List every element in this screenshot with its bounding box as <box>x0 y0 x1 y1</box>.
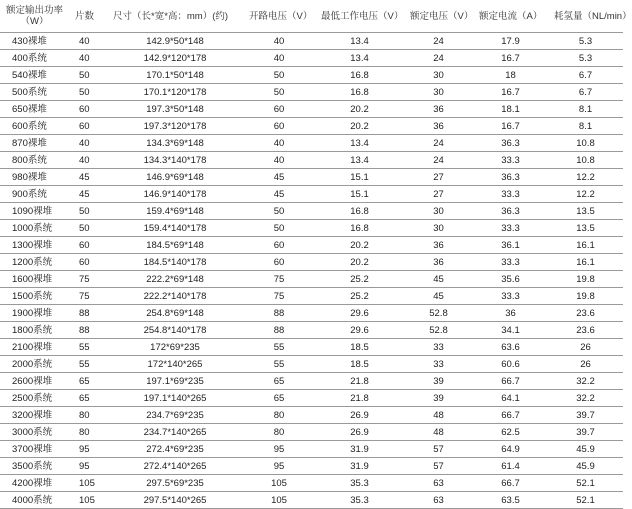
cell-rated-current: 62.5 <box>473 424 548 441</box>
cell-rated-power: 1800系统 <box>0 322 69 339</box>
cell-min-working-voltage: 20.2 <box>315 101 404 118</box>
table-row <box>0 237 623 254</box>
cell-hydrogen-consumption: 23.6 <box>548 305 623 322</box>
cell-min-working-voltage: 20.2 <box>315 118 404 135</box>
cell-cell-count: 50 <box>69 203 107 220</box>
cell-rated-power: 3500系统 <box>0 458 69 475</box>
cell-open-circuit-voltage: 88 <box>243 322 315 339</box>
cell-hydrogen-consumption: 52.1 <box>548 475 623 492</box>
cell-rated-current: 16.7 <box>473 50 548 67</box>
cell-cell-count: 55 <box>69 356 107 373</box>
table-row <box>0 475 623 492</box>
cell-size: 222.2*140*178 <box>107 288 243 305</box>
cell-open-circuit-voltage: 95 <box>243 458 315 475</box>
cell-rated-current: 60.6 <box>473 356 548 373</box>
cell-rated-current: 18 <box>473 67 548 84</box>
table-row <box>0 271 623 288</box>
cell-hydrogen-consumption: 32.2 <box>548 373 623 390</box>
cell-rated-power: 980裸堆 <box>0 169 69 186</box>
cell-cell-count: 105 <box>69 492 107 509</box>
table-row <box>0 441 623 458</box>
cell-size: 146.9*69*148 <box>107 169 243 186</box>
cell-cell-count: 50 <box>69 220 107 237</box>
cell-size: 272.4*140*265 <box>107 458 243 475</box>
cell-open-circuit-voltage: 60 <box>243 118 315 135</box>
cell-size: 197.1*69*235 <box>107 373 243 390</box>
cell-rated-voltage: 52.8 <box>404 322 473 339</box>
cell-size: 197.3*50*148 <box>107 101 243 118</box>
cell-open-circuit-voltage: 60 <box>243 254 315 271</box>
cell-hydrogen-consumption: 8.1 <box>548 118 623 135</box>
cell-rated-current: 36.1 <box>473 237 548 254</box>
cell-min-working-voltage: 13.4 <box>315 50 404 67</box>
cell-open-circuit-voltage: 105 <box>243 475 315 492</box>
cell-size: 134.3*140*178 <box>107 152 243 169</box>
cell-size: 234.7*140*265 <box>107 424 243 441</box>
cell-min-working-voltage: 25.2 <box>315 271 404 288</box>
cell-open-circuit-voltage: 45 <box>243 186 315 203</box>
cell-rated-current: 36.3 <box>473 135 548 152</box>
cell-rated-voltage: 24 <box>404 33 473 50</box>
cell-rated-voltage: 48 <box>404 424 473 441</box>
cell-min-working-voltage: 16.8 <box>315 203 404 220</box>
cell-hydrogen-consumption: 5.3 <box>548 50 623 67</box>
cell-rated-current: 66.7 <box>473 407 548 424</box>
cell-hydrogen-consumption: 26 <box>548 339 623 356</box>
cell-size: 170.1*120*178 <box>107 84 243 101</box>
cell-open-circuit-voltage: 45 <box>243 169 315 186</box>
header-rated-power-line2: （W） <box>20 16 49 27</box>
cell-size: 197.3*120*178 <box>107 118 243 135</box>
cell-hydrogen-consumption: 13.5 <box>548 220 623 237</box>
cell-open-circuit-voltage: 95 <box>243 441 315 458</box>
cell-size: 197.1*140*265 <box>107 390 243 407</box>
cell-rated-current: 63.5 <box>473 492 548 509</box>
cell-open-circuit-voltage: 50 <box>243 67 315 84</box>
cell-cell-count: 88 <box>69 305 107 322</box>
cell-cell-count: 75 <box>69 271 107 288</box>
cell-size: 272.4*69*235 <box>107 441 243 458</box>
cell-hydrogen-consumption: 8.1 <box>548 101 623 118</box>
table-body <box>0 33 623 509</box>
header-rated-current: 额定电流（A） <box>473 0 548 33</box>
cell-rated-voltage: 63 <box>404 492 473 509</box>
cell-rated-power: 1000系统 <box>0 220 69 237</box>
cell-open-circuit-voltage: 88 <box>243 305 315 322</box>
table-header <box>0 0 632 33</box>
cell-min-working-voltage: 21.8 <box>315 390 404 407</box>
cell-cell-count: 40 <box>69 50 107 67</box>
cell-cell-count: 95 <box>69 441 107 458</box>
cell-min-working-voltage: 16.8 <box>315 67 404 84</box>
cell-open-circuit-voltage: 60 <box>243 101 315 118</box>
cell-open-circuit-voltage: 40 <box>243 135 315 152</box>
table-row <box>0 390 623 407</box>
cell-hydrogen-consumption: 52.1 <box>548 492 623 509</box>
cell-hydrogen-consumption: 19.8 <box>548 271 623 288</box>
cell-hydrogen-consumption: 45.9 <box>548 441 623 458</box>
cell-size: 297.5*140*265 <box>107 492 243 509</box>
table-row <box>0 373 623 390</box>
table-row <box>0 356 623 373</box>
cell-rated-voltage: 63 <box>404 475 473 492</box>
table-row <box>0 67 623 84</box>
cell-size: 184.5*140*178 <box>107 254 243 271</box>
cell-rated-power: 2500系统 <box>0 390 69 407</box>
cell-rated-power: 1600裸堆 <box>0 271 69 288</box>
cell-rated-power: 600系统 <box>0 118 69 135</box>
cell-rated-voltage: 36 <box>404 237 473 254</box>
cell-cell-count: 88 <box>69 322 107 339</box>
cell-rated-current: 18.1 <box>473 101 548 118</box>
header-open-circuit-voltage: 开路电压（V） <box>243 0 315 33</box>
cell-open-circuit-voltage: 55 <box>243 339 315 356</box>
cell-rated-voltage: 48 <box>404 407 473 424</box>
cell-rated-current: 35.6 <box>473 271 548 288</box>
cell-rated-current: 16.7 <box>473 84 548 101</box>
cell-hydrogen-consumption: 16.1 <box>548 254 623 271</box>
cell-rated-voltage: 24 <box>404 135 473 152</box>
cell-rated-power: 1200系统 <box>0 254 69 271</box>
cell-min-working-voltage: 13.4 <box>315 152 404 169</box>
cell-size: 146.9*140*178 <box>107 186 243 203</box>
cell-rated-power: 3200裸堆 <box>0 407 69 424</box>
cell-hydrogen-consumption: 10.8 <box>548 152 623 169</box>
cell-open-circuit-voltage: 80 <box>243 407 315 424</box>
cell-open-circuit-voltage: 75 <box>243 271 315 288</box>
table-row <box>0 288 623 305</box>
cell-rated-current: 64.1 <box>473 390 548 407</box>
cell-cell-count: 80 <box>69 407 107 424</box>
table-row <box>0 305 623 322</box>
cell-min-working-voltage: 35.3 <box>315 492 404 509</box>
cell-open-circuit-voltage: 50 <box>243 203 315 220</box>
header-rated-voltage: 额定电压（V） <box>404 0 473 33</box>
cell-rated-power: 870裸堆 <box>0 135 69 152</box>
cell-min-working-voltage: 20.2 <box>315 254 404 271</box>
cell-min-working-voltage: 21.8 <box>315 373 404 390</box>
cell-hydrogen-consumption: 16.1 <box>548 237 623 254</box>
cell-hydrogen-consumption: 32.2 <box>548 390 623 407</box>
cell-size: 172*140*265 <box>107 356 243 373</box>
table-row <box>0 118 623 135</box>
cell-size: 254.8*69*148 <box>107 305 243 322</box>
cell-rated-voltage: 57 <box>404 458 473 475</box>
cell-cell-count: 45 <box>69 186 107 203</box>
cell-rated-current: 36.3 <box>473 169 548 186</box>
table-row <box>0 220 623 237</box>
cell-cell-count: 75 <box>69 288 107 305</box>
cell-rated-power: 3000系统 <box>0 424 69 441</box>
cell-hydrogen-consumption: 39.7 <box>548 424 623 441</box>
header-hydrogen-consumption: 耗氢量（NL/min） <box>548 0 623 33</box>
table-row <box>0 458 623 475</box>
table-row <box>0 424 623 441</box>
cell-rated-power: 1500系统 <box>0 288 69 305</box>
table-row <box>0 101 623 118</box>
cell-cell-count: 60 <box>69 237 107 254</box>
header-cells: 片数 <box>69 0 107 33</box>
cell-size: 172*69*235 <box>107 339 243 356</box>
cell-open-circuit-voltage: 50 <box>243 84 315 101</box>
cell-open-circuit-voltage: 105 <box>243 492 315 509</box>
cell-rated-voltage: 27 <box>404 186 473 203</box>
table-row <box>0 152 623 169</box>
cell-rated-power: 3700裸堆 <box>0 441 69 458</box>
table-row <box>0 322 623 339</box>
cell-cell-count: 45 <box>69 169 107 186</box>
table-row <box>0 33 623 50</box>
cell-rated-power: 2000系统 <box>0 356 69 373</box>
cell-rated-power: 2100裸堆 <box>0 339 69 356</box>
header-row <box>0 0 623 33</box>
cell-rated-voltage: 33 <box>404 339 473 356</box>
cell-cell-count: 95 <box>69 458 107 475</box>
cell-hydrogen-consumption: 6.7 <box>548 67 623 84</box>
cell-hydrogen-consumption: 26 <box>548 356 623 373</box>
cell-rated-voltage: 30 <box>404 84 473 101</box>
cell-cell-count: 65 <box>69 373 107 390</box>
cell-rated-voltage: 24 <box>404 50 473 67</box>
header-size: 尺寸（长*宽*高：mm）(约) <box>107 0 243 33</box>
cell-rated-current: 66.7 <box>473 373 548 390</box>
cell-rated-voltage: 39 <box>404 390 473 407</box>
cell-min-working-voltage: 31.9 <box>315 441 404 458</box>
cell-rated-power: 4000系统 <box>0 492 69 509</box>
cell-min-working-voltage: 20.2 <box>315 237 404 254</box>
cell-min-working-voltage: 31.9 <box>315 458 404 475</box>
cell-rated-voltage: 45 <box>404 271 473 288</box>
cell-open-circuit-voltage: 40 <box>243 33 315 50</box>
cell-rated-voltage: 27 <box>404 169 473 186</box>
cell-cell-count: 60 <box>69 254 107 271</box>
cell-hydrogen-consumption: 6.7 <box>548 84 623 101</box>
cell-min-working-voltage: 35.3 <box>315 475 404 492</box>
cell-rated-voltage: 30 <box>404 203 473 220</box>
cell-hydrogen-consumption: 19.8 <box>548 288 623 305</box>
cell-rated-current: 17.9 <box>473 33 548 50</box>
cell-rated-power: 1300裸堆 <box>0 237 69 254</box>
cell-size: 142.9*50*148 <box>107 33 243 50</box>
cell-rated-power: 800系统 <box>0 152 69 169</box>
cell-rated-voltage: 30 <box>404 67 473 84</box>
cell-min-working-voltage: 18.5 <box>315 339 404 356</box>
cell-open-circuit-voltage: 40 <box>243 50 315 67</box>
cell-rated-voltage: 36 <box>404 254 473 271</box>
table-row <box>0 339 623 356</box>
cell-rated-power: 1090裸堆 <box>0 203 69 220</box>
cell-rated-power: 900系统 <box>0 186 69 203</box>
cell-open-circuit-voltage: 60 <box>243 237 315 254</box>
cell-rated-power: 650裸堆 <box>0 101 69 118</box>
cell-rated-current: 33.3 <box>473 186 548 203</box>
cell-min-working-voltage: 15.1 <box>315 169 404 186</box>
cell-min-working-voltage: 16.8 <box>315 84 404 101</box>
table-row <box>0 50 623 67</box>
cell-rated-power: 500系统 <box>0 84 69 101</box>
cell-min-working-voltage: 25.2 <box>315 288 404 305</box>
cell-rated-current: 64.9 <box>473 441 548 458</box>
cell-rated-current: 33.3 <box>473 254 548 271</box>
cell-rated-voltage: 45 <box>404 288 473 305</box>
cell-min-working-voltage: 29.6 <box>315 322 404 339</box>
cell-cell-count: 80 <box>69 424 107 441</box>
cell-rated-power: 400系统 <box>0 50 69 67</box>
cell-rated-voltage: 52.8 <box>404 305 473 322</box>
cell-rated-voltage: 30 <box>404 220 473 237</box>
cell-rated-current: 16.7 <box>473 118 548 135</box>
cell-cell-count: 40 <box>69 33 107 50</box>
cell-rated-power: 2600裸堆 <box>0 373 69 390</box>
cell-cell-count: 55 <box>69 339 107 356</box>
cell-cell-count: 105 <box>69 475 107 492</box>
cell-rated-current: 34.1 <box>473 322 548 339</box>
cell-hydrogen-consumption: 10.8 <box>548 135 623 152</box>
cell-rated-current: 33.3 <box>473 288 548 305</box>
table-row <box>0 135 623 152</box>
cell-hydrogen-consumption: 12.2 <box>548 169 623 186</box>
table-row <box>0 492 623 509</box>
cell-rated-voltage: 36 <box>404 101 473 118</box>
cell-size: 159.4*140*178 <box>107 220 243 237</box>
cell-hydrogen-consumption: 23.6 <box>548 322 623 339</box>
cell-rated-power: 1900裸堆 <box>0 305 69 322</box>
table-row <box>0 169 623 186</box>
cell-cell-count: 60 <box>69 118 107 135</box>
cell-rated-voltage: 24 <box>404 152 473 169</box>
cell-hydrogen-consumption: 12.2 <box>548 186 623 203</box>
cell-rated-current: 66.7 <box>473 475 548 492</box>
cell-size: 222.2*69*148 <box>107 271 243 288</box>
cell-open-circuit-voltage: 75 <box>243 288 315 305</box>
table-row <box>0 203 623 220</box>
cell-size: 234.7*69*235 <box>107 407 243 424</box>
cell-size: 254.8*140*178 <box>107 322 243 339</box>
cell-min-working-voltage: 18.5 <box>315 356 404 373</box>
cell-rated-current: 36 <box>473 305 548 322</box>
cell-min-working-voltage: 13.4 <box>315 135 404 152</box>
table-row <box>0 254 623 271</box>
cell-open-circuit-voltage: 80 <box>243 424 315 441</box>
cell-rated-current: 33.3 <box>473 152 548 169</box>
cell-size: 184.5*69*148 <box>107 237 243 254</box>
cell-size: 297.5*69*235 <box>107 475 243 492</box>
table-row <box>0 84 623 101</box>
cell-size: 134.3*69*148 <box>107 135 243 152</box>
header-min-working-voltage: 最低工作电压（V） <box>315 0 404 33</box>
cell-rated-current: 63.6 <box>473 339 548 356</box>
table-row <box>0 407 623 424</box>
header-rated-power <box>0 0 69 33</box>
cell-hydrogen-consumption: 13.5 <box>548 203 623 220</box>
cell-rated-power: 4200裸堆 <box>0 475 69 492</box>
cell-size: 142.9*120*178 <box>107 50 243 67</box>
cell-min-working-voltage: 29.6 <box>315 305 404 322</box>
cell-min-working-voltage: 26.9 <box>315 407 404 424</box>
cell-cell-count: 65 <box>69 390 107 407</box>
cell-rated-current: 33.3 <box>473 220 548 237</box>
cell-hydrogen-consumption: 45.9 <box>548 458 623 475</box>
cell-cell-count: 50 <box>69 67 107 84</box>
cell-open-circuit-voltage: 50 <box>243 220 315 237</box>
cell-cell-count: 60 <box>69 101 107 118</box>
cell-rated-current: 36.3 <box>473 203 548 220</box>
cell-size: 170.1*50*148 <box>107 67 243 84</box>
cell-open-circuit-voltage: 65 <box>243 373 315 390</box>
cell-hydrogen-consumption: 5.3 <box>548 33 623 50</box>
cell-hydrogen-consumption: 39.7 <box>548 407 623 424</box>
cell-min-working-voltage: 26.9 <box>315 424 404 441</box>
table-row <box>0 186 623 203</box>
cell-open-circuit-voltage: 55 <box>243 356 315 373</box>
cell-rated-voltage: 33 <box>404 356 473 373</box>
cell-rated-voltage: 36 <box>404 118 473 135</box>
cell-cell-count: 40 <box>69 152 107 169</box>
header-rated-power-line1: 额定输出功率 <box>5 5 63 16</box>
cell-min-working-voltage: 15.1 <box>315 186 404 203</box>
cell-rated-voltage: 57 <box>404 441 473 458</box>
cell-open-circuit-voltage: 40 <box>243 152 315 169</box>
cell-cell-count: 40 <box>69 135 107 152</box>
cell-rated-power: 540裸堆 <box>0 67 69 84</box>
cell-rated-voltage: 39 <box>404 373 473 390</box>
cell-rated-current: 61.4 <box>473 458 548 475</box>
cell-size: 159.4*69*148 <box>107 203 243 220</box>
cell-min-working-voltage: 13.4 <box>315 33 404 50</box>
cell-min-working-voltage: 16.8 <box>315 220 404 237</box>
cell-rated-power: 430裸堆 <box>0 33 69 50</box>
cell-cell-count: 50 <box>69 84 107 101</box>
cell-open-circuit-voltage: 65 <box>243 390 315 407</box>
